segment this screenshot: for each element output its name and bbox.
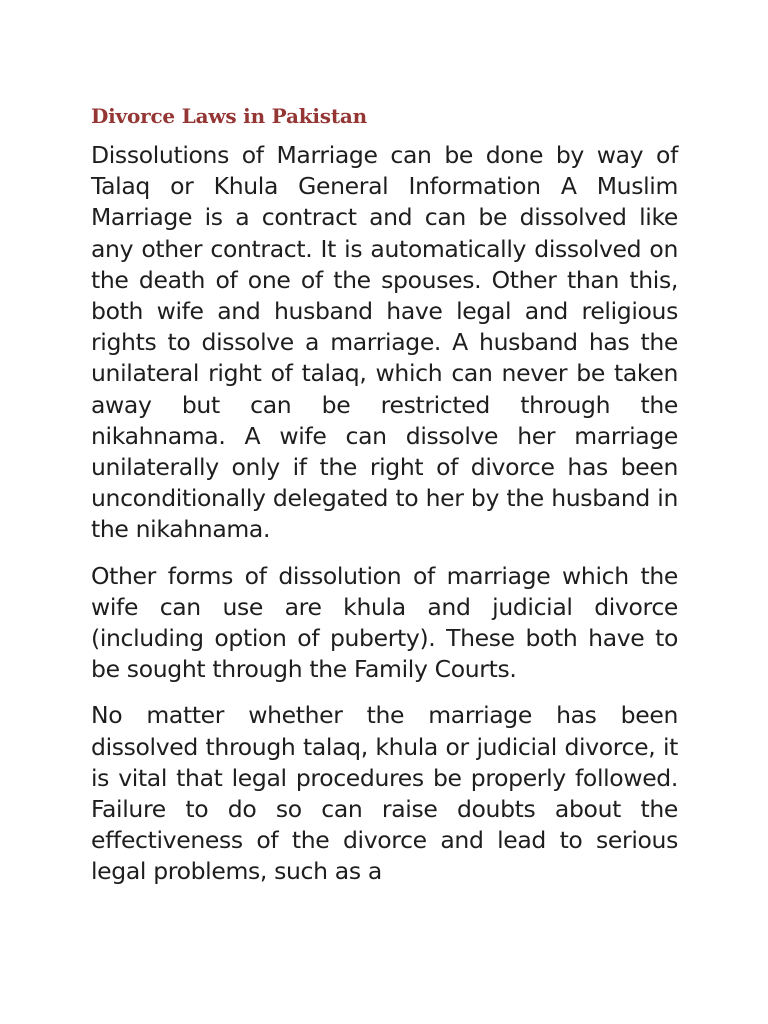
paragraph-legal-procedures: No matter whether the marriage has been dissolved through talaq, khula or judicial divorce, it is vital that legal procedures be properly followed. Failure to do so can raise doubts about the effectiveness of the divorce and lead to serious legal problems, such as a xyxy=(91,701,678,886)
document-title: Divorce Laws in Pakistan xyxy=(91,104,367,128)
document-page xyxy=(91,100,678,903)
paragraph-other-forms: Other forms of dissolution of marriage which the wife can use are khula and judicial divorce (including option of puberty). These both have to be sought through the Family Courts. xyxy=(91,561,678,684)
paragraph-dissolution-overview: Dissolutions of Marriage can be done by way of Talaq or Khula General Information A Muslim Marriage is a contract and can be dissolved like any other contract. It is automatically dissolved on the death of one of the spouses. Other than this, both wife and husband have legal and religious rights to dissolve a marriage. A husband has the unilateral right of talaq, which can never be taken away but can be restricted through the nikahnama. A wife can dissolve her marriage unilaterally only if the right of divorce has been unconditionally delegated to her by the husband in the nikahnama. xyxy=(91,141,678,544)
